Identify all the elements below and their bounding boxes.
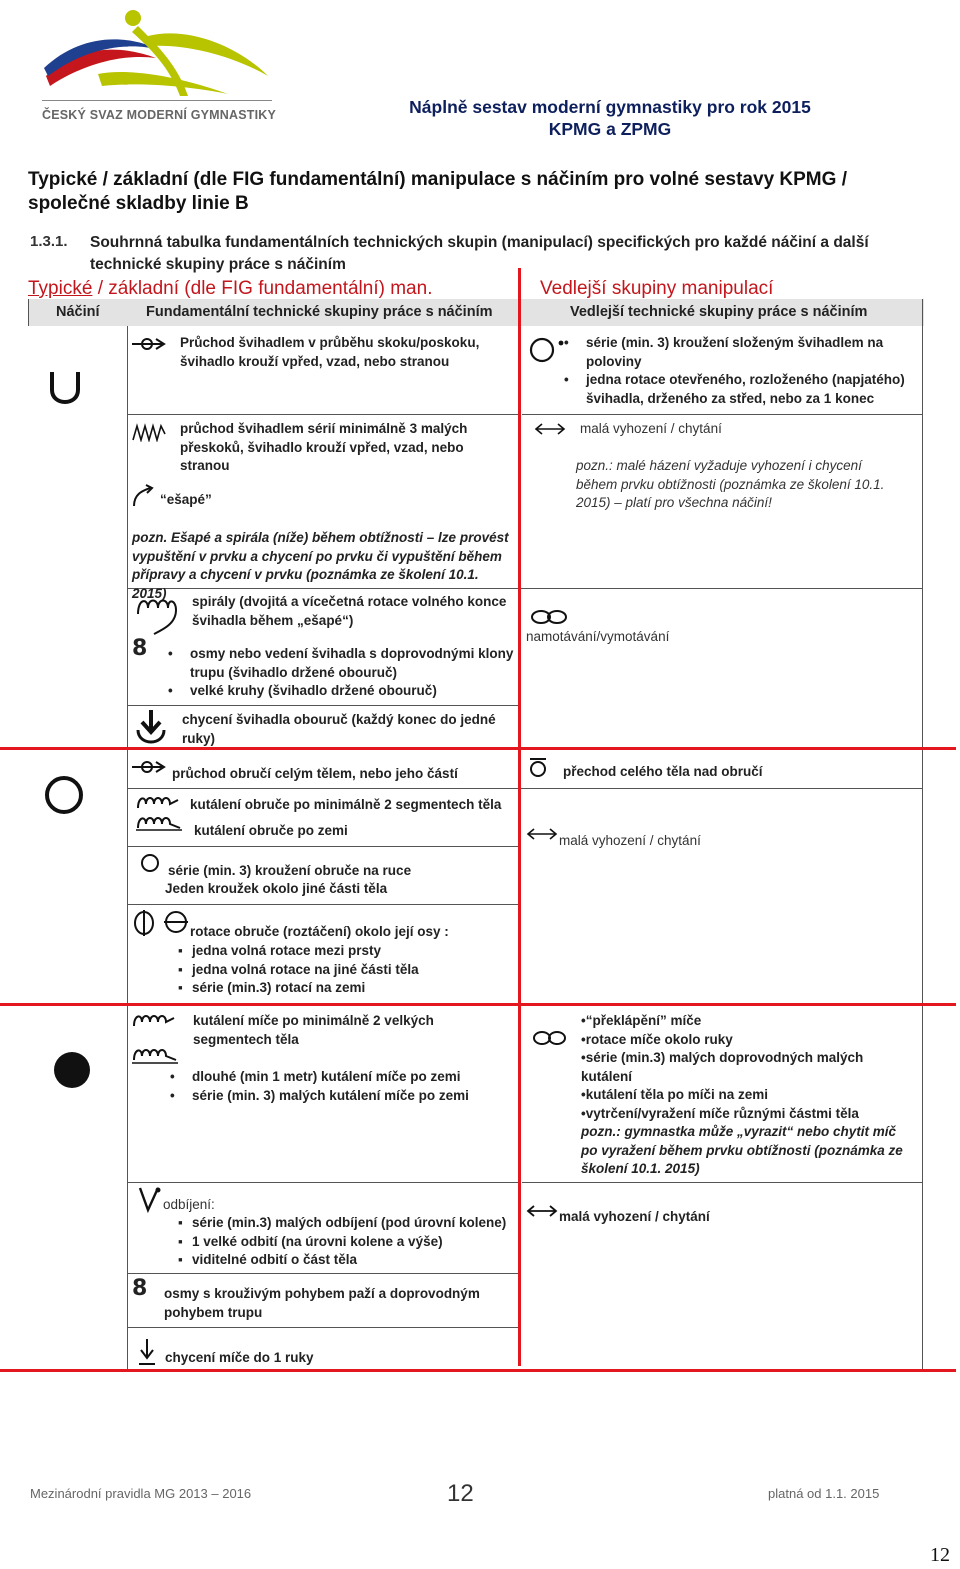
- pass-through-arrow-icon: [132, 759, 166, 780]
- column-heading-fundamental-underlined: Typické: [28, 278, 93, 299]
- hoop-fundamental-4-list: [178, 942, 508, 998]
- rotation-icon: [132, 910, 190, 941]
- figure-eight-icon: 8: [132, 1276, 148, 1301]
- table-grid: [28, 299, 29, 326]
- logo-graphic: [38, 6, 278, 106]
- rope-secondary-1a: • série (min. 3) kroužení složeným švihadlem na poloviny: [586, 334, 918, 371]
- ball-fundamental-1-item: • série (min. 3) malých kutálení míče po zemi: [192, 1087, 510, 1106]
- hoop-icon: [42, 773, 86, 822]
- rope-echappe-label: “ešapé”: [160, 492, 212, 507]
- ball-secondary-1-note: pozn.: gymnastka může „vyrazit“ nebo chytit míč po vyražení během prvku obtížnosti (poznámka ze školení 10.1. 2015): [581, 1124, 903, 1176]
- hoop-fundamental-4-item: ▪ série (min.3) rotací na zemi: [192, 979, 508, 998]
- ball-secondary-1-item: •série (min.3) malých doprovodných malých kutálení: [581, 1050, 864, 1084]
- table-header-secondary: Vedlejší technické skupiny práce s náčiním: [570, 304, 868, 320]
- table-grid: [522, 1182, 922, 1183]
- roll-icon: [132, 1010, 180, 1071]
- logo-rule: [42, 100, 272, 101]
- hoop-secondary-1: přechod celého těla nad obručí: [563, 764, 763, 779]
- rope-secondary-3: namotávání/vymotávání: [526, 629, 670, 644]
- figure-eight-icon: 8: [132, 636, 148, 661]
- rope-fundamental-2: průchod švihadlem sérií minimálně 3 malých přeskoků, švihadlo krouží vpřed, vzad, nebo stranou: [180, 421, 468, 473]
- document-title: [380, 96, 840, 140]
- logo-text: ČESKÝ SVAZ MODERNÍ GYMNASTIKY: [42, 108, 277, 122]
- column-heading-fundamental-rest: / základní (dle FIG fundamentální) man.: [92, 278, 433, 299]
- page-number: 12: [930, 1544, 950, 1566]
- table-grid: [522, 414, 922, 415]
- ball-fundamental-2: odbíjení:: [163, 1197, 215, 1212]
- ball-fundamental-4: chycení míče do 1 ruky: [165, 1350, 314, 1365]
- ball-secondary-2: malá vyhození / chytání: [559, 1209, 710, 1224]
- ball-secondary-1-list: [581, 1012, 916, 1179]
- main-heading: Typické / základní (dle FIG fundamentální) manipulace s náčiním pro volné sestavy KPMG / společné skladby linie B: [28, 169, 847, 214]
- circle-icon: [140, 853, 160, 878]
- logo: [38, 6, 278, 106]
- small-throw-arrow-icon: [526, 826, 558, 847]
- rope-secondary-1b: • jedna rotace otevřeného, rozloženého (napjatého) švihadla, drženého za střed, nebo za 1 konec: [586, 371, 918, 408]
- footer-right: platná od 1.1. 2015: [768, 1486, 880, 1501]
- column-heading-fundamental: [28, 278, 432, 300]
- catch-one-hand-icon: [138, 1337, 156, 1372]
- rope-secondary-note: pozn.: malé házení vyžaduje vyhození i chycení během prvku obtížnosti (poznámka ze školení 10.1. 2015) – platí pro všechna náčiní!: [576, 458, 885, 510]
- zigzag-icon: [132, 422, 166, 447]
- hoop-fundamental-1: průchod obručí celým tělem, nebo jeho částí: [172, 766, 458, 781]
- ball-fundamental-2-list: [178, 1214, 518, 1270]
- ball-fundamental-3: osmy s krouživým pohybem paží a doprovodným pohybem trupu: [164, 1286, 480, 1320]
- ball-fundamental-1-list: [170, 1068, 510, 1105]
- small-throw-arrow-icon: [534, 421, 566, 442]
- over-hoop-icon: [528, 756, 548, 783]
- rope-note: pozn. Ešapé a spirála (níže) během obtížnosti – lze provést vypuštění v prvku a chycení po prvku či vypuštění během přípravy a chycení v prvku (poznámka ze školení 10.1. 2015): [132, 530, 509, 601]
- section-title: Souhrnná tabulka fundamentálních technických skupin (manipulací) specifických pro každé náčiní a další technické skupiny práce s náčiním: [90, 234, 869, 273]
- rope-secondary-1: [568, 334, 918, 408]
- red-divider: [0, 1003, 956, 1006]
- document-title-line2: KPMG a ZPMG: [548, 119, 672, 139]
- wrap-icon: [532, 1029, 568, 1052]
- footer-page-number: 12: [447, 1480, 474, 1507]
- table-header-apparatus: Náčiní: [56, 304, 100, 320]
- table-grid: [127, 904, 519, 905]
- rope-fundamental-4a: • osmy nebo vedení švihadla s doprovodnými klony trupu (švihadlo držené obouruč): [190, 645, 518, 682]
- catch-two-hands-icon: [134, 708, 168, 753]
- ball-secondary-1-item: •kutálení těla po míči na zemi: [581, 1087, 769, 1102]
- rope-fundamental-4b: • velké kruhy (švihadlo držené obouruč): [190, 682, 518, 701]
- table-header-fundamental: Fundamentální technické skupiny práce s náčiním: [146, 304, 493, 320]
- ball-secondary-1-item: •“překlápění” míče: [581, 1013, 702, 1028]
- table-grid: [127, 414, 519, 415]
- table-grid: [127, 1273, 519, 1274]
- document-title-line1: Náplně sestav moderní gymnastiky pro rok 2015: [409, 97, 811, 117]
- small-throw-arrow-icon: [526, 1203, 558, 1224]
- hoop-fundamental-3a: série (min. 3) kroužení obruče na ruce: [168, 863, 412, 878]
- ball-fundamental-1-item: • dlouhé (min 1 metr) kutálení míče po zemi: [192, 1068, 510, 1087]
- ball-secondary-1-item: •vytrčení/vyražení míče různými částmi těla: [581, 1105, 859, 1121]
- table-grid: [127, 788, 922, 789]
- table-grid: [922, 299, 923, 1369]
- ball-fundamental-2-item: ▪ viditelné odbití o část těla: [192, 1251, 518, 1270]
- rope-fundamental-1: Průchod švihadlem v průběhu skoku/poskoku, švihadlo krouží vpřed, vzad, nebo stranou: [180, 335, 480, 369]
- roll-icon: [136, 792, 184, 837]
- ball-icon: [52, 1050, 92, 1095]
- table-grid: [127, 1327, 519, 1328]
- bounce-icon: [136, 1186, 164, 1219]
- table-grid: [127, 846, 519, 847]
- rope-icon: [44, 366, 86, 413]
- red-divider: [518, 268, 521, 1366]
- hoop-secondary-2: malá vyhození / chytání: [559, 833, 701, 848]
- ball-secondary-1-item: •rotace míče okolo ruky: [581, 1031, 733, 1047]
- rope-fundamental-4: [168, 645, 518, 701]
- ball-fundamental-2-item: ▪ série (min.3) malých odbíjení (pod úrovní kolene): [192, 1214, 518, 1233]
- spiral-icon: [136, 594, 180, 641]
- hoop-fundamental-3b: Jeden kroužek okolo jiné části těla: [165, 881, 388, 896]
- echappe-icon: [132, 484, 158, 513]
- table-grid: [127, 326, 128, 1369]
- hoop-fundamental-4-item: ▪ jedna volná rotace na jiné části těla: [192, 961, 508, 980]
- hoop-fundamental-4-item: ▪ jedna volná rotace mezi prsty: [192, 942, 508, 961]
- rope-secondary-2: malá vyhození / chytání: [580, 421, 722, 436]
- column-heading-secondary: Vedlejší skupiny manipulací: [540, 278, 774, 299]
- circle-dot-icon: [529, 337, 569, 368]
- hoop-fundamental-2a: kutálení obruče po minimálně 2 segmentech těla: [190, 797, 502, 812]
- table-grid: [127, 1182, 519, 1183]
- footer-left: Mezinárodní pravidla MG 2013 – 2016: [30, 1486, 252, 1501]
- hoop-fundamental-2b: kutálení obruče po zemi: [194, 823, 348, 838]
- rope-fundamental-5: chycení švihadla obouruč (každý konec do jedné ruky): [182, 712, 496, 746]
- pass-through-arrow-icon: [132, 336, 166, 357]
- section-number: 1.3.1.: [30, 233, 68, 250]
- rope-fundamental-3: spirály (dvojitá a vícečetná rotace volného konce švihadla během „ešapé“): [192, 594, 507, 628]
- ball-fundamental-2-item: ▪ 1 velké odbití (na úrovni kolene a výše): [192, 1233, 518, 1252]
- ball-fundamental-1: kutálení míče po minimálně 2 velkých segmentech těla: [193, 1013, 434, 1047]
- table-grid: [127, 705, 519, 706]
- hoop-fundamental-4: rotace obruče (roztáčení) okolo její osy :: [190, 924, 449, 939]
